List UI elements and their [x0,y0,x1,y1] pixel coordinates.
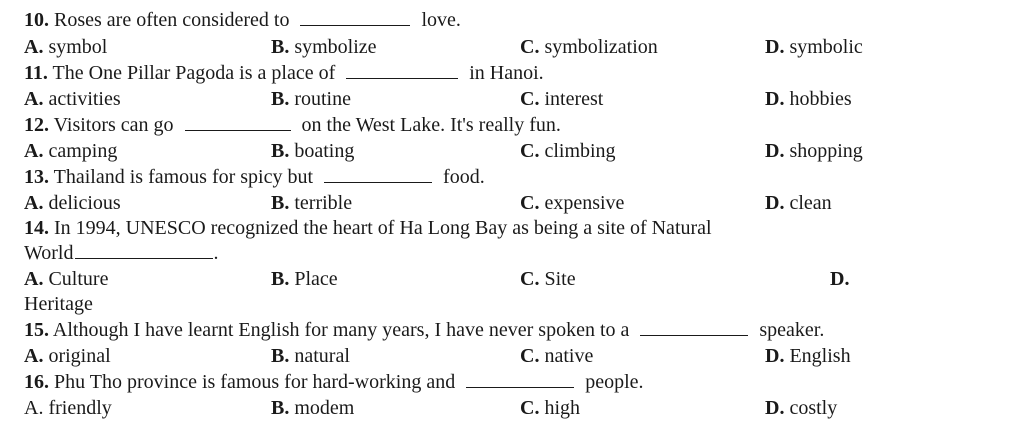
option-d[interactable] [765,396,837,420]
option-letter: C. [520,192,540,214]
answer-blank[interactable] [75,241,213,259]
option-c[interactable] [520,87,603,111]
question-number: 11. [24,62,48,84]
option-d[interactable] [765,35,863,59]
option-letter: B. [271,397,290,419]
option-letter: A. [24,36,44,58]
answer-blank[interactable] [640,318,748,336]
option-letter: C. [520,140,540,162]
option-letter: B. [271,345,290,367]
option-text: native [544,345,594,367]
stem-text: on the West Lake. It's really fun. [301,114,561,136]
option-text: camping [48,140,118,162]
option-letter: D. [830,268,850,290]
option-letter: A. [24,140,44,162]
question-15-stem [24,318,824,342]
stem-text: . [213,242,219,264]
stem-text: Roses are often considered to [54,9,290,31]
option-text: Site [544,268,576,290]
answer-blank[interactable] [466,370,574,388]
question-10-stem [24,8,461,32]
option-letter: D. [765,88,785,110]
option-text: hobbies [789,88,852,110]
option-b[interactable] [271,396,354,420]
option-text: symbol [48,36,108,58]
option-d[interactable] [765,139,863,163]
answer-blank[interactable] [346,61,458,79]
question-number: 15. [24,319,49,341]
question-16-stem [24,370,644,394]
option-letter: C. [520,268,540,290]
option-letter: A. [24,268,44,290]
answer-blank[interactable] [324,165,432,183]
option-text: Place [294,268,338,290]
question-14-stem [24,216,712,240]
option-a[interactable] [24,344,111,368]
clipped-text-fragments [0,422,1024,427]
option-letter: A. [24,192,44,214]
option-text: clean [789,192,832,214]
option-letter: D. [765,397,785,419]
stem-text: Although I have learnt English for many years, I have never spoken to a [52,319,630,341]
question-number: 16. [24,371,49,393]
stem-text: love. [421,9,461,31]
question-11-stem [24,61,544,85]
stem-text: in Hanoi. [469,62,544,84]
stem-text: Visitors can go [53,114,174,136]
question-number: 10. [24,9,49,31]
option-b[interactable] [271,191,352,215]
question-13-stem [24,165,485,189]
option-c[interactable] [520,344,593,368]
option-a[interactable] [24,267,108,291]
stem-text: speaker. [759,319,825,341]
option-text: costly [789,397,838,419]
stem-text: The One Pillar Pagoda is a place of [52,62,336,84]
option-text: symbolic [789,36,863,58]
option-c[interactable] [520,35,658,59]
option-b[interactable] [271,35,377,59]
option-text: activities [48,88,121,110]
option-letter: B. [271,36,290,58]
answer-blank[interactable] [185,113,291,131]
option-c[interactable] [520,396,580,420]
stem-text: food. [443,166,485,188]
stem-text: In 1994, UNESCO recognized the heart of Ha Long Bay as being a site of Natural [54,217,712,239]
option-text: routine [294,88,351,110]
option-b[interactable] [271,139,354,163]
question-12-stem [24,113,561,137]
option-d-text-wrapped[interactable] [24,292,93,316]
option-text: climbing [544,140,616,162]
option-text: delicious [48,192,121,214]
option-text: shopping [789,140,863,162]
option-d[interactable] [765,344,851,368]
option-d[interactable] [765,191,832,215]
option-letter: B. [271,192,290,214]
stem-text: people. [585,371,644,393]
option-letter: D. [765,36,785,58]
option-a[interactable] [24,35,107,59]
option-letter: A. [24,345,44,367]
option-letter: B. [271,268,290,290]
option-d[interactable] [830,267,849,291]
option-a[interactable] [24,191,121,215]
clipped-next-line [0,418,1024,427]
option-letter: A. [24,88,44,110]
option-text: Heritage [24,293,93,315]
option-text: expensive [544,192,625,214]
option-a[interactable] [24,139,117,163]
option-b[interactable] [271,87,351,111]
question-number: 13. [24,166,49,188]
option-letter: D. [765,192,785,214]
option-text: modem [294,397,355,419]
option-a[interactable] [24,87,121,111]
option-a[interactable] [24,396,112,420]
option-d[interactable] [765,87,852,111]
option-text: interest [544,88,604,110]
option-text: original [48,345,111,367]
answer-blank[interactable] [300,8,410,26]
option-text: Culture [48,268,109,290]
option-letter: C. [520,88,540,110]
option-letter: D. [765,345,785,367]
option-text: friendly [48,397,112,419]
option-text: boating [294,140,355,162]
option-letter: A. [24,397,44,419]
option-text: English [789,345,851,367]
stem-text: World [24,242,74,264]
option-c[interactable] [520,139,616,163]
option-letter: C. [520,397,540,419]
option-b[interactable] [271,344,350,368]
question-number: 12. [24,114,49,136]
option-text: terrible [294,192,353,214]
option-text: symbolization [544,36,658,58]
option-letter: B. [271,88,290,110]
stem-text: Thailand is famous for spicy but [53,166,314,188]
option-text: high [544,397,581,419]
option-letter: D. [765,140,785,162]
option-text: symbolize [294,36,377,58]
option-b[interactable] [271,267,338,291]
option-letter: C. [520,345,540,367]
option-letter: B. [271,140,290,162]
option-c[interactable] [520,191,624,215]
option-c[interactable] [520,267,576,291]
question-number: 14. [24,217,49,239]
option-letter: C. [520,36,540,58]
option-text: natural [294,345,350,367]
question-14-stem-continued [24,241,219,265]
stem-text: Phu Tho province is famous for hard-working and [54,371,456,393]
